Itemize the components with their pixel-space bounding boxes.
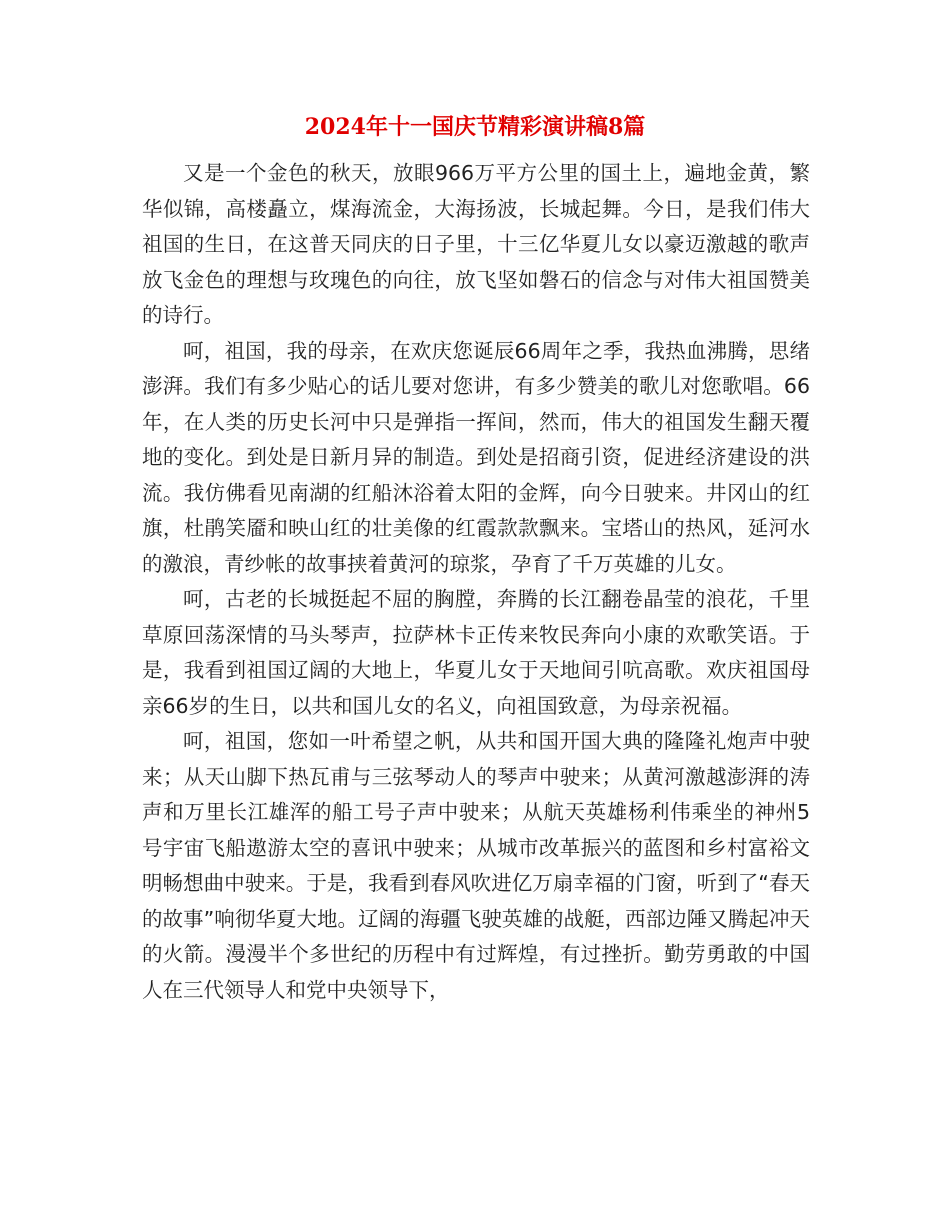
paragraph-3: 呵，古老的长城挺起不屈的胸膛，奔腾的长江翻卷晶莹的浪花，千里草原回荡深情的马头琴声，拉萨林卡正传来牧民奔向小康的欢歌笑语。于是，我看到祖国辽阔的大地上，华夏儿女于天地间引吭高歌。欢庆祖国母亲66岁的生日，以共和国儿女的名义，向祖国致意，为母亲祝福。	[142, 587, 810, 718]
document-body	[142, 156, 810, 1008]
document-title: 2024年十一国庆节精彩演讲稿8篇	[304, 114, 646, 140]
paragraph-4: 呵，祖国，您如一叶希望之帆，从共和国开国大典的隆隆礼炮声中驶来；从天山脚下热瓦甫与三弦琴动人的琴声中驶来；从黄河激越澎湃的涛声和万里长江雄浑的船工号子声中驶来；从航天英雄杨利伟乘坐的神州5号宇宙飞船遨游太空的喜讯中驶来；从城市改革振兴的蓝图和乡村富裕文明畅想曲中驶来。于是，我看到春风吹进亿万扇幸福的门窗，听到了“春天的故事”响彻华夏大地。辽阔的海疆飞驶英雄的战艇，西部边陲又腾起冲天的火箭。漫漫半个多世纪的历程中有过辉煌，有过挫折。勤劳勇敢的中国人在三代领导人和党中央领导下，	[142, 729, 810, 1002]
paragraph-2: 呵，祖国，我的母亲，在欢庆您诞辰66周年之季，我热血沸腾，思绪澎湃。我们有多少贴心的话儿要对您讲，有多少赞美的歌儿对您歌唱。66年，在人类的历史长河中只是弹指一挥间，然而，伟大的祖国发生翻天覆地的变化。到处是日新月异的制造。到处是招商引资，促进经济建设的洪流。我仿佛看见南湖的红船沐浴着太阳的金辉，向今日驶来。井冈山的红旗，杜鹃笑靥和映山红的壮美像的红霞款款飘来。宝塔山的热风，延河水的激浪，青纱帐的故事挟着黄河的琼浆，孕育了千万英雄的儿女。	[142, 338, 810, 576]
paragraph-1: 又是一个金色的秋天，放眼966万平方公里的国土上，遍地金黄，繁华似锦，高楼矗立，煤海流金，大海扬波，长城起舞。今日，是我们伟大祖国的生日，在这普天同庆的日子里，十三亿华夏儿女以豪迈激越的歌声放飞金色的理想与玫瑰色的向往，放飞坚如磐石的信念与对伟大祖国赞美的诗行。	[142, 161, 810, 327]
